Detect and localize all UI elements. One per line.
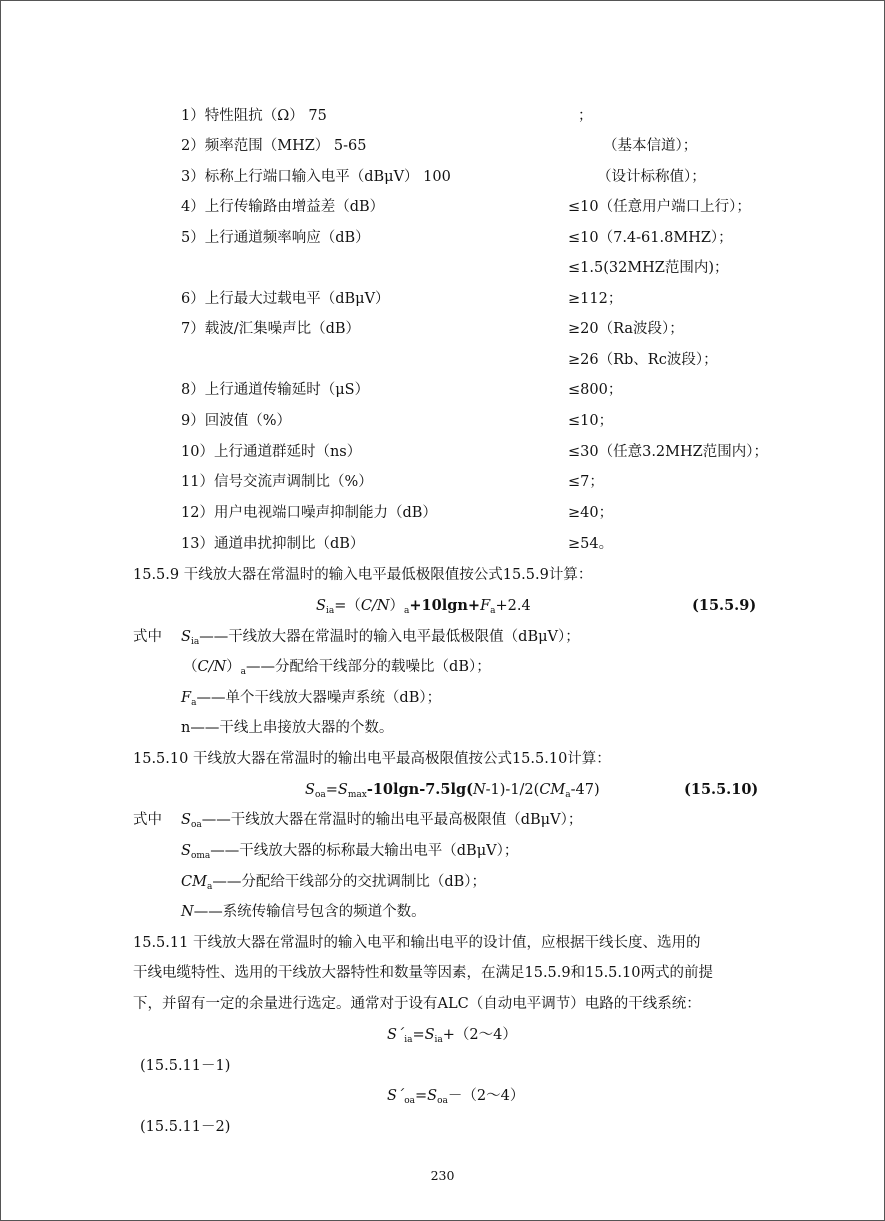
formula-symbol: S´ xyxy=(387,1027,405,1043)
item-10-value: ≤30（任意3.2MHZ范围内）； xyxy=(568,444,768,460)
item-1-label: 1）特性阻抗（Ω） 75 xyxy=(181,108,327,124)
definition-sia xyxy=(181,628,580,651)
formula-text: -47) xyxy=(570,782,600,798)
item-11-value: ≤7； xyxy=(568,474,604,490)
item-3-value: （设计标称值）； xyxy=(597,169,706,185)
formula-text: －（2～4） xyxy=(447,1088,525,1104)
item-8-label: 8）上行通道传输延时（μS） xyxy=(181,382,370,398)
formula-text: -10lgn-7.5lg( xyxy=(366,781,473,798)
formula-text: +10lgn+ xyxy=(409,597,481,614)
item-5-value: ≤10（7.4-61.8MHZ）； xyxy=(568,230,733,246)
formula-text: +2.4 xyxy=(495,598,531,614)
formula-symbol: C/N xyxy=(360,598,390,614)
formula-subscript: a xyxy=(490,606,496,616)
formula-number-15-5-11-1: (15.5.11－1) xyxy=(140,1058,231,1074)
formula-15-5-9 xyxy=(316,597,531,620)
formula-number-15-5-9: (15.5.9) xyxy=(692,597,757,614)
where-label: 式中 xyxy=(133,812,162,828)
formula-15-5-11-1 xyxy=(387,1026,517,1049)
definition-text: ） xyxy=(226,659,241,675)
section-15-5-10-heading: 15.5.10 干线放大器在常温时的输出电平最高极限值按公式15.5.10计算： xyxy=(133,751,611,767)
section-15-5-11-line-3: 下，并留有一定的余量进行选定。通常对于设有ALC（自动电平调节）电路的干线系统： xyxy=(133,996,701,1012)
definition-fa xyxy=(181,689,441,712)
definition-subscript: oma xyxy=(190,851,211,861)
formula-15-5-11-2 xyxy=(387,1087,524,1110)
item-7-value: ≥20（Ra波段）； xyxy=(568,321,684,337)
definition-subscript: ia xyxy=(190,637,200,647)
definition-symbol: N xyxy=(181,904,194,920)
formula-symbol: CM xyxy=(539,782,566,798)
where-label: 式中 xyxy=(133,629,162,645)
item-8-value: ≤800； xyxy=(568,382,623,398)
section-15-5-11-line-1: 15.5.11 干线放大器在常温时的输入电平和输出电平的设计值，应根据干线长度、选用的 xyxy=(133,935,701,951)
formula-subscript: max xyxy=(347,790,367,800)
definition-symbol: F xyxy=(181,690,192,706)
definition-symbol: S xyxy=(181,629,191,645)
definition-subscript: oa xyxy=(190,820,202,830)
formula-subscript: a xyxy=(404,606,410,616)
item-12-value: ≥40； xyxy=(568,505,614,521)
item-1-value: ； xyxy=(578,108,593,124)
definition-symbol: S xyxy=(181,812,191,828)
item-4-value: ≤10（任意用户端口上行）； xyxy=(568,199,751,215)
formula-symbol: S´ xyxy=(387,1088,405,1104)
definition-n xyxy=(181,719,393,737)
formula-symbol: S xyxy=(337,782,348,798)
item-6-label: 6）上行最大过载电平（dBμV） xyxy=(181,291,390,307)
formula-subscript: ia xyxy=(434,1035,443,1045)
page-number: 230 xyxy=(430,1168,455,1183)
formula-number-15-5-11-2: (15.5.11－2) xyxy=(140,1119,231,1135)
definition-text: ——分配给干线部分的载噪比（dB）； xyxy=(246,659,491,675)
section-15-5-11-line-2: 干线电缆特性、选用的干线放大器特性和数量等因素，在满足15.5.9和15.5.10两式的前提 xyxy=(133,965,713,981)
item-9-value: ≤10； xyxy=(568,413,614,429)
definition-subscript: a xyxy=(191,698,197,708)
definition-symbol: C/N xyxy=(197,659,227,675)
item-7b-value: ≥26（Rb、Rc波段）； xyxy=(568,352,718,368)
formula-symbol: F xyxy=(480,598,491,614)
formula-15-5-10 xyxy=(305,781,600,804)
formula-symbol: S xyxy=(424,1027,435,1043)
definition-text: （ xyxy=(183,659,198,675)
definition-symbol: S xyxy=(181,843,191,859)
definition-n-channels xyxy=(181,903,426,921)
formula-symbol: S xyxy=(316,598,326,614)
formula-symbol: N xyxy=(472,782,486,798)
definition-text: ——干线放大器的标称最大输出电平（dBμV）； xyxy=(210,843,519,859)
item-13-label: 13）通道串扰抑制比（dB） xyxy=(181,536,365,552)
definition-text: ——分配给干线部分的交扰调制比（dB）； xyxy=(212,874,487,890)
formula-subscript: ia xyxy=(404,1035,413,1045)
formula-number-15-5-10: (15.5.10) xyxy=(684,781,759,798)
item-2-value: （基本信道）； xyxy=(603,138,698,154)
item-5b-value: ≤1.5(32MHZ范围内)； xyxy=(568,260,729,276)
item-6-value: ≥112； xyxy=(568,291,623,307)
formula-subscript: a xyxy=(565,790,571,800)
formula-text: = xyxy=(412,1027,425,1043)
item-2-label: 2）频率范围（MHZ） 5-65 xyxy=(181,138,367,154)
item-11-label: 11）信号交流声调制比（%） xyxy=(181,474,373,490)
item-3-label: 3）标称上行端口输入电平（dBμV） 100 xyxy=(181,169,451,185)
definition-soma xyxy=(181,842,518,865)
formula-text: +（2～4） xyxy=(442,1027,517,1043)
formula-text: = xyxy=(325,782,338,798)
definition-text: ——干线上串接放大器的个数。 xyxy=(190,720,394,736)
definition-text: ——干线放大器在常温时的输入电平最低极限值（dBμV）； xyxy=(199,629,580,645)
item-9-label: 9）回波值（%） xyxy=(181,413,292,429)
formula-text: ） xyxy=(389,598,405,614)
definition-symbol: n xyxy=(181,720,191,736)
definition-subscript: a xyxy=(206,882,213,892)
formula-subscript: oa xyxy=(404,1096,415,1106)
formula-text: =（ xyxy=(334,598,361,614)
item-13-value: ≥54。 xyxy=(568,536,614,552)
definition-subscript: a xyxy=(240,667,247,677)
formula-symbol: S xyxy=(427,1088,438,1104)
item-10-label: 10）上行通道群延时（ns） xyxy=(181,444,362,460)
section-15-5-9-heading: 15.5.9 干线放大器在常温时的输入电平最低极限值按公式15.5.9计算： xyxy=(133,567,593,583)
item-5-label: 5）上行通道频率响应（dB） xyxy=(181,230,370,246)
definition-cma xyxy=(181,873,486,896)
formula-subscript: ia xyxy=(325,606,335,616)
item-12-label: 12）用户电视端口噪声抑制能力（dB） xyxy=(181,505,437,521)
definition-text: ——系统传输信号包含的频道个数。 xyxy=(193,904,426,920)
formula-symbol: S xyxy=(305,782,315,798)
item-4-label: 4）上行传输路由增益差（dB） xyxy=(181,199,385,215)
definition-text: ——单个干线放大器噪声系统（dB）； xyxy=(196,690,442,706)
definition-cn xyxy=(183,658,491,681)
formula-subscript: oa xyxy=(437,1096,448,1106)
definition-text: ——干线放大器在常温时的输出电平最高极限值（dBμV）； xyxy=(201,812,583,828)
definition-soa xyxy=(181,811,582,834)
formula-text: = xyxy=(414,1088,428,1104)
definition-symbol: CM xyxy=(181,874,207,890)
item-7-label: 7）载波/汇集噪声比（dB） xyxy=(181,321,361,337)
formula-subscript: oa xyxy=(314,790,326,800)
formula-text: -1)-1/2( xyxy=(485,782,540,798)
